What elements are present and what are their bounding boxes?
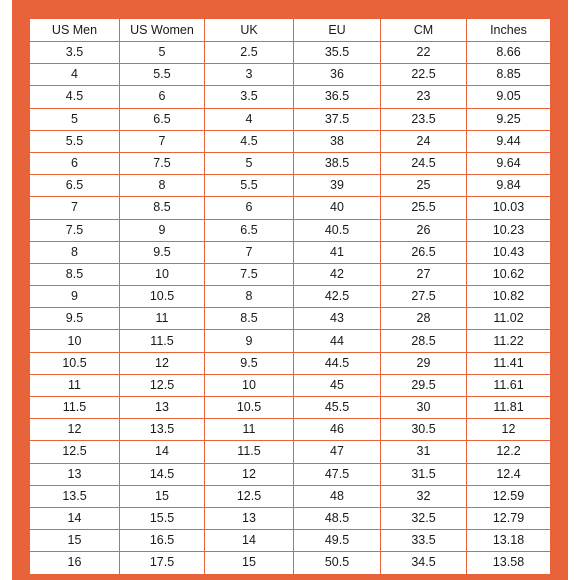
cell-us-women: 10 — [120, 263, 205, 285]
cell-eu: 42 — [294, 263, 381, 285]
table-row — [30, 108, 551, 130]
cell-cm: 27 — [381, 263, 467, 285]
cell-eu: 36 — [294, 64, 381, 86]
cell-cm: 30.5 — [381, 419, 467, 441]
cell-eu: 37.5 — [294, 108, 381, 130]
cell-uk: 7.5 — [205, 263, 294, 285]
cell-inches: 10.03 — [467, 197, 551, 219]
cell-us-men: 16 — [30, 552, 120, 574]
cell-eu: 36.5 — [294, 86, 381, 108]
cell-inches: 11.02 — [467, 308, 551, 330]
table-row — [30, 352, 551, 374]
cell-inches: 13.18 — [467, 530, 551, 552]
cell-inches: 11.22 — [467, 330, 551, 352]
cell-cm: 26 — [381, 219, 467, 241]
cell-us-men: 8 — [30, 241, 120, 263]
cell-inches: 10.62 — [467, 263, 551, 285]
table-row — [30, 485, 551, 507]
cell-eu: 48.5 — [294, 507, 381, 529]
cell-uk: 13 — [205, 507, 294, 529]
cell-inches: 12.59 — [467, 485, 551, 507]
shoe-size-table — [29, 18, 551, 575]
cell-uk: 7 — [205, 241, 294, 263]
cell-inches: 10.23 — [467, 219, 551, 241]
column-header-uk: UK — [205, 19, 294, 42]
table-header-row — [30, 19, 551, 42]
cell-us-women: 15.5 — [120, 507, 205, 529]
cell-us-men: 14 — [30, 507, 120, 529]
cell-eu: 47.5 — [294, 463, 381, 485]
cell-us-men: 11 — [30, 374, 120, 396]
cell-cm: 23.5 — [381, 108, 467, 130]
table-row — [30, 419, 551, 441]
table-row — [30, 130, 551, 152]
cell-us-women: 8.5 — [120, 197, 205, 219]
cell-us-women: 13 — [120, 397, 205, 419]
table-row — [30, 241, 551, 263]
cell-uk: 5 — [205, 152, 294, 174]
cell-us-men: 6 — [30, 152, 120, 174]
cell-us-women: 7 — [120, 130, 205, 152]
cell-us-men: 12 — [30, 419, 120, 441]
table-row — [30, 219, 551, 241]
cell-inches: 8.85 — [467, 64, 551, 86]
cell-uk: 9.5 — [205, 352, 294, 374]
cell-us-men: 8.5 — [30, 263, 120, 285]
cell-eu: 48 — [294, 485, 381, 507]
cell-eu: 44 — [294, 330, 381, 352]
table-row — [30, 86, 551, 108]
cell-us-women: 11 — [120, 308, 205, 330]
cell-us-women: 12 — [120, 352, 205, 374]
column-header-us-men: US Men — [30, 19, 120, 42]
cell-us-men: 4.5 — [30, 86, 120, 108]
cell-us-women: 9 — [120, 219, 205, 241]
cell-uk: 11 — [205, 419, 294, 441]
cell-uk: 15 — [205, 552, 294, 574]
cell-us-women: 12.5 — [120, 374, 205, 396]
cell-uk: 10.5 — [205, 397, 294, 419]
cell-us-men: 12.5 — [30, 441, 120, 463]
cell-eu: 38.5 — [294, 152, 381, 174]
cell-eu: 41 — [294, 241, 381, 263]
cell-us-women: 5.5 — [120, 64, 205, 86]
cell-us-men: 10 — [30, 330, 120, 352]
cell-inches: 8.66 — [467, 42, 551, 64]
cell-us-men: 9.5 — [30, 308, 120, 330]
cell-uk: 10 — [205, 374, 294, 396]
cell-us-women: 7.5 — [120, 152, 205, 174]
cell-eu: 44.5 — [294, 352, 381, 374]
cell-us-women: 6 — [120, 86, 205, 108]
cell-us-men: 5 — [30, 108, 120, 130]
cell-us-men: 7 — [30, 197, 120, 219]
cell-us-women: 13.5 — [120, 419, 205, 441]
cell-cm: 27.5 — [381, 286, 467, 308]
table-row — [30, 330, 551, 352]
cell-eu: 40 — [294, 197, 381, 219]
cell-uk: 9 — [205, 330, 294, 352]
cell-eu: 40.5 — [294, 219, 381, 241]
cell-us-men: 9 — [30, 286, 120, 308]
column-header-cm: CM — [381, 19, 467, 42]
cell-uk: 5.5 — [205, 175, 294, 197]
table-row — [30, 308, 551, 330]
cell-us-women: 6.5 — [120, 108, 205, 130]
cell-uk: 4 — [205, 108, 294, 130]
cell-us-women: 16.5 — [120, 530, 205, 552]
column-header-us-women: US Women — [120, 19, 205, 42]
cell-inches: 9.64 — [467, 152, 551, 174]
cell-us-men: 5.5 — [30, 130, 120, 152]
cell-inches: 9.05 — [467, 86, 551, 108]
cell-cm: 31 — [381, 441, 467, 463]
cell-uk: 6 — [205, 197, 294, 219]
cell-inches: 10.82 — [467, 286, 551, 308]
cell-uk: 3 — [205, 64, 294, 86]
cell-eu: 42.5 — [294, 286, 381, 308]
table-row — [30, 441, 551, 463]
cell-cm: 30 — [381, 397, 467, 419]
cell-inches: 10.43 — [467, 241, 551, 263]
cell-uk: 2.5 — [205, 42, 294, 64]
cell-cm: 28 — [381, 308, 467, 330]
cell-cm: 22.5 — [381, 64, 467, 86]
cell-uk: 6.5 — [205, 219, 294, 241]
cell-inches: 9.25 — [467, 108, 551, 130]
cell-cm: 24.5 — [381, 152, 467, 174]
cell-us-women: 11.5 — [120, 330, 205, 352]
cell-us-women: 5 — [120, 42, 205, 64]
table-row — [30, 463, 551, 485]
table-row — [30, 507, 551, 529]
cell-eu: 45 — [294, 374, 381, 396]
cell-us-men: 11.5 — [30, 397, 120, 419]
cell-us-women: 8 — [120, 175, 205, 197]
cell-eu: 43 — [294, 308, 381, 330]
cell-us-women: 14.5 — [120, 463, 205, 485]
table-row — [30, 397, 551, 419]
table-row — [30, 286, 551, 308]
cell-uk: 3.5 — [205, 86, 294, 108]
cell-uk: 4.5 — [205, 130, 294, 152]
column-header-inches: Inches — [467, 19, 551, 42]
cell-cm: 25 — [381, 175, 467, 197]
table-row — [30, 64, 551, 86]
cell-eu: 50.5 — [294, 552, 381, 574]
cell-inches: 13.58 — [467, 552, 551, 574]
cell-eu: 35.5 — [294, 42, 381, 64]
cell-uk: 12.5 — [205, 485, 294, 507]
cell-cm: 26.5 — [381, 241, 467, 263]
cell-uk: 12 — [205, 463, 294, 485]
cell-cm: 32 — [381, 485, 467, 507]
cell-eu: 38 — [294, 130, 381, 152]
cell-us-women: 17.5 — [120, 552, 205, 574]
cell-us-men: 15 — [30, 530, 120, 552]
cell-eu: 49.5 — [294, 530, 381, 552]
cell-cm: 29 — [381, 352, 467, 374]
cell-eu: 46 — [294, 419, 381, 441]
table-body — [30, 42, 551, 575]
cell-inches: 12.79 — [467, 507, 551, 529]
cell-us-men: 4 — [30, 64, 120, 86]
cell-uk: 14 — [205, 530, 294, 552]
cell-us-men: 3.5 — [30, 42, 120, 64]
table-row — [30, 263, 551, 285]
cell-cm: 31.5 — [381, 463, 467, 485]
cell-inches: 9.44 — [467, 130, 551, 152]
cell-eu: 47 — [294, 441, 381, 463]
cell-inches: 12.4 — [467, 463, 551, 485]
cell-inches: 9.84 — [467, 175, 551, 197]
cell-cm: 23 — [381, 86, 467, 108]
cell-cm: 28.5 — [381, 330, 467, 352]
cell-inches: 11.41 — [467, 352, 551, 374]
cell-us-women: 15 — [120, 485, 205, 507]
cell-inches: 12 — [467, 419, 551, 441]
cell-eu: 39 — [294, 175, 381, 197]
table-row — [30, 530, 551, 552]
table-row — [30, 374, 551, 396]
table-row — [30, 197, 551, 219]
table-row — [30, 552, 551, 574]
cell-us-men: 13.5 — [30, 485, 120, 507]
cell-us-men: 13 — [30, 463, 120, 485]
cell-uk: 8.5 — [205, 308, 294, 330]
cell-us-men: 7.5 — [30, 219, 120, 241]
cell-uk: 11.5 — [205, 441, 294, 463]
cell-cm: 29.5 — [381, 374, 467, 396]
cell-us-men: 10.5 — [30, 352, 120, 374]
cell-inches: 11.81 — [467, 397, 551, 419]
cell-cm: 32.5 — [381, 507, 467, 529]
cell-inches: 11.61 — [467, 374, 551, 396]
cell-us-women: 10.5 — [120, 286, 205, 308]
cell-us-women: 9.5 — [120, 241, 205, 263]
cell-cm: 25.5 — [381, 197, 467, 219]
cell-uk: 8 — [205, 286, 294, 308]
cell-inches: 12.2 — [467, 441, 551, 463]
cell-eu: 45.5 — [294, 397, 381, 419]
table-row — [30, 175, 551, 197]
table-row — [30, 42, 551, 64]
cell-cm: 33.5 — [381, 530, 467, 552]
cell-cm: 24 — [381, 130, 467, 152]
cell-us-men: 6.5 — [30, 175, 120, 197]
column-header-eu: EU — [294, 19, 381, 42]
table-row — [30, 152, 551, 174]
cell-cm: 22 — [381, 42, 467, 64]
cell-us-women: 14 — [120, 441, 205, 463]
cell-cm: 34.5 — [381, 552, 467, 574]
